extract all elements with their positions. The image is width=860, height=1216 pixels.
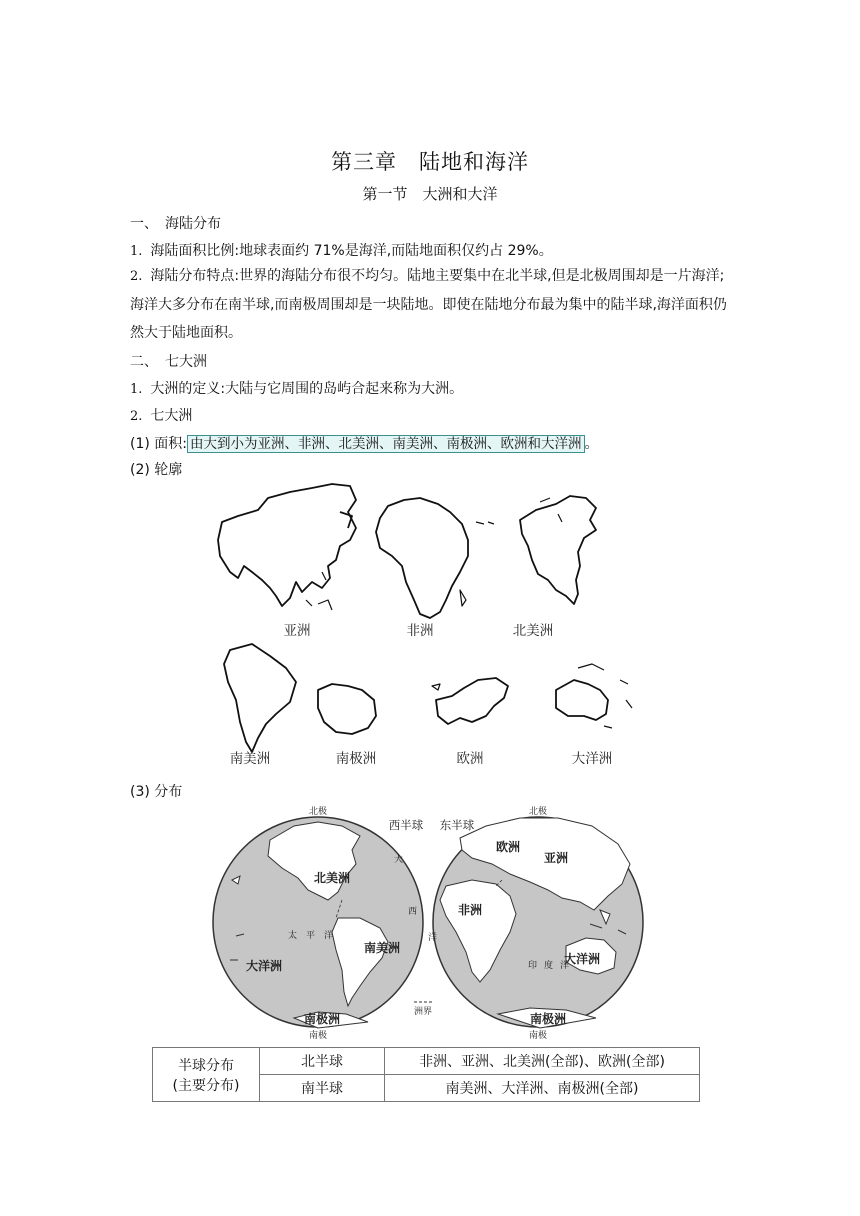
map-label-asia: 亚洲 <box>543 851 569 865</box>
distribution-label: (3) 分布 <box>130 784 183 800</box>
north-america-outline <box>520 496 596 604</box>
map-label-antarctica-east: 南极洲 <box>529 1012 567 1026</box>
ocean-char: 太 <box>288 931 298 941</box>
map-label-africa: 非洲 <box>457 903 483 917</box>
item-number: 2. <box>130 269 143 284</box>
item-text: 海陆面积比例:地球表面约 71%是海洋,而陆地面积仅约占 29%。 <box>150 243 553 259</box>
chapter-title: 第三章 陆地和海洋 <box>331 150 529 174</box>
label-europe: 欧洲 <box>456 751 484 767</box>
outline-label: (2) 轮廓 <box>130 462 183 478</box>
item-number: 1. <box>130 382 143 397</box>
ocean-char: 平 <box>306 931 316 941</box>
map-label-oceania-west: 大洋洲 <box>245 959 283 973</box>
ocean-char: 大 <box>394 855 404 865</box>
oceania-outline <box>556 680 608 720</box>
ocean-char: 印 <box>528 961 538 971</box>
item-number: 2. <box>130 409 143 424</box>
item-text: 七大洲 <box>150 408 193 424</box>
west-north-pole-label: 北极 <box>308 807 328 817</box>
asia-outline <box>218 484 356 606</box>
item-number: 1. <box>130 244 143 259</box>
ocean-char: 西 <box>408 907 418 917</box>
west-south-pole-label: 南极 <box>308 1031 328 1041</box>
heading-sea-land: 一、 海陆分布 <box>130 216 221 232</box>
south-america-outline <box>224 644 296 752</box>
ocean-char: 洋 <box>324 931 334 941</box>
ocean-char: 洋 <box>560 961 570 971</box>
map-label-south-america: 南美洲 <box>363 941 401 955</box>
item-text: 海陆分布特点:世界的海陆分布很不均匀。陆地主要集中在北半球,但是北极周围却是一片海洋;海洋大多分布在南半球,而南极周围却是一块陆地。即使在陆地分布最为集中的陆半球,海洋面积仍然大于陆地面积。 <box>130 268 727 341</box>
row-header-title: 半球分布 <box>178 1057 234 1074</box>
hemisphere-distribution-table <box>152 1047 700 1102</box>
label-asia: 亚洲 <box>283 623 311 639</box>
label-africa: 非洲 <box>406 623 434 639</box>
map-label-antarctica-west: 南极洲 <box>303 1012 341 1026</box>
area-highlight: 由大到小为亚洲、非洲、北美洲、南美洲、南极洲、欧洲和大洋洲 <box>187 435 585 453</box>
item-text: 大洲的定义:大陆与它周围的岛屿合起来称为大洲。 <box>150 381 464 397</box>
map-label-north-america: 北美洲 <box>313 871 351 885</box>
label-antarctica: 南极洲 <box>335 751 377 767</box>
east-north-pole-label: 北极 <box>528 807 548 817</box>
row-header-sub: (主要分布) <box>172 1077 240 1094</box>
west-hemisphere-title: 西半球 <box>388 818 424 832</box>
ocean-char: 度 <box>544 961 554 971</box>
label-south-america: 南美洲 <box>229 751 271 767</box>
east-south-pole-label: 南极 <box>528 1031 548 1041</box>
hemisphere-map <box>210 800 650 1045</box>
africa-outline <box>376 498 468 618</box>
table-row-header <box>153 1048 260 1102</box>
hemisphere-cell: 北半球 <box>260 1048 385 1075</box>
continents-cell: 非洲、亚洲、北美洲(全部)、欧洲(全部) <box>385 1048 700 1075</box>
boundary-legend-label: 洲界 <box>413 1007 433 1017</box>
continents-cell: 南美洲、大洋洲、南极洲(全部) <box>385 1075 700 1102</box>
area-end: 。 <box>584 436 599 452</box>
hemisphere-cell: 南半球 <box>260 1075 385 1102</box>
section-title: 第一节 大洲和大洋 <box>362 185 498 203</box>
antarctica-outline <box>318 684 376 734</box>
europe-outline <box>436 678 508 724</box>
east-hemisphere-title: 东半球 <box>439 818 475 832</box>
heading-seven-continents: 二、 七大洲 <box>130 354 207 370</box>
table-row <box>153 1048 700 1075</box>
label-north-america: 北美洲 <box>512 623 554 639</box>
map-label-oceania-east: 大洋洲 <box>563 952 601 966</box>
ocean-char: 洋 <box>428 933 438 943</box>
area-label: (1) 面积: <box>130 436 187 452</box>
label-oceania: 大洋洲 <box>571 751 613 767</box>
map-label-europe: 欧洲 <box>495 840 521 854</box>
